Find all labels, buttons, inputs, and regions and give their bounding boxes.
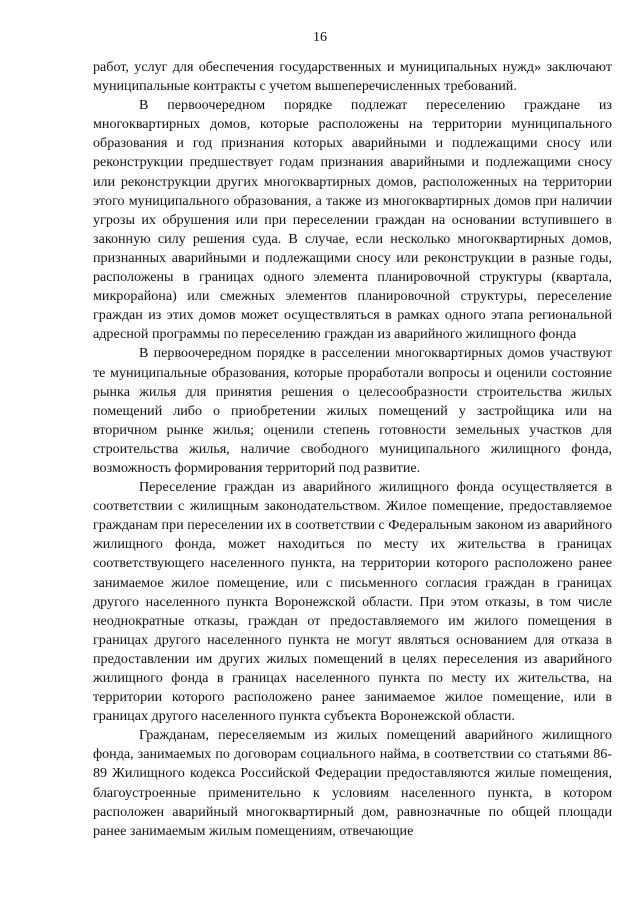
paragraph-priority-resettlement: В первоочередном порядке подлежат переселению граждане из многоквартирных домов, которые расположены на территории муниципального образования и год признания которых аварийными и подлежащими сносу или реконструкции предшествует годам признания аварийными и подлежащими сносу или реконструкции других многоквартирных домов, расположенных на территории этого муниципального образования, а также из многоквартирных домов при наличии угрозы их обрушения или при переселении граждан на основании вступившего в законную силу решения суда. В случае, если несколько многоквартирных домов, признанных аварийными и подлежащими сносу или реконструкции в разные годы, расположены в границах одного элемента планировочной структуры (квартала, микрорайона) или смежных элементов планировочной структуры, переселение граждан из этих домов может осуществляться в рамках одного этапа региональной адресной программы по переселению граждан из аварийного жилищного фонда [93, 97, 612, 343]
paragraph-resettlement-procedure: Переселение граждан из аварийного жилищного фонда осуществляется в соответствии с жилищным законодательством. Жилое помещение, предоставляемое гражданам при переселении их в соответствии с Федеральным законом из аварийного жилищного фонда, может находиться по месту их жительства в границах соответствующего населенного пункта, на территории которого расположено ранее занимаемое жилое помещение, или с письменного согласия граждан в границах другого населенного пункта Воронежской области. При этом отказы, в том числе неоднократные отказы, граждан от предоставляемого им жилого помещения в границах другого населенного пункта не могут являться основанием для отказа в предоставлении им других жилых помещений в целях переселения из аварийного жилищного фонда в границах населенного пункта по месту их жительства, на территории которого расположено ранее занимаемое жилое помещение, или в границах другого населенного пункта субъекта Воронежской области. [93, 479, 612, 725]
paragraph-continuation: работ, услуг для обеспечения государственных и муниципальных нужд» заключают муниципальные контракты с учетом вышеперечисленных требований. [93, 59, 612, 95]
paragraph-social-tenancy: Гражданам, переселяемым из жилых помещений аварийного жилищного фонда, занимаемых по договорам социального найма, в соответствии со статьями 86-89 Жилищного кодекса Российской Федерации предоставляются жилые помещения, благоустроенные применительно к условиям населенного пункта, в котором расположен аварийный многоквартирный дом, равнозначные по общей площади ранее занимаемым жилым помещениям, отвечающие [93, 727, 612, 839]
body-text [93, 58, 612, 841]
paragraph-priority-municipalities: В первоочередном порядке в расселении многоквартирных домов участвуют те муниципальные образования, которые проработали вопросы и оценили состояние рынка жилья для принятия решения о целесообразности строительства жилых помещений либо о приобретении жилых помещений у застройщика или на вторичном рынке жилья; оценили степень готовности земельных участков для строительства жилья, наличие свободного муниципального жилищного фонда, возможность формирования территорий под развитие. [93, 345, 612, 476]
page-number: 16 [313, 30, 327, 45]
